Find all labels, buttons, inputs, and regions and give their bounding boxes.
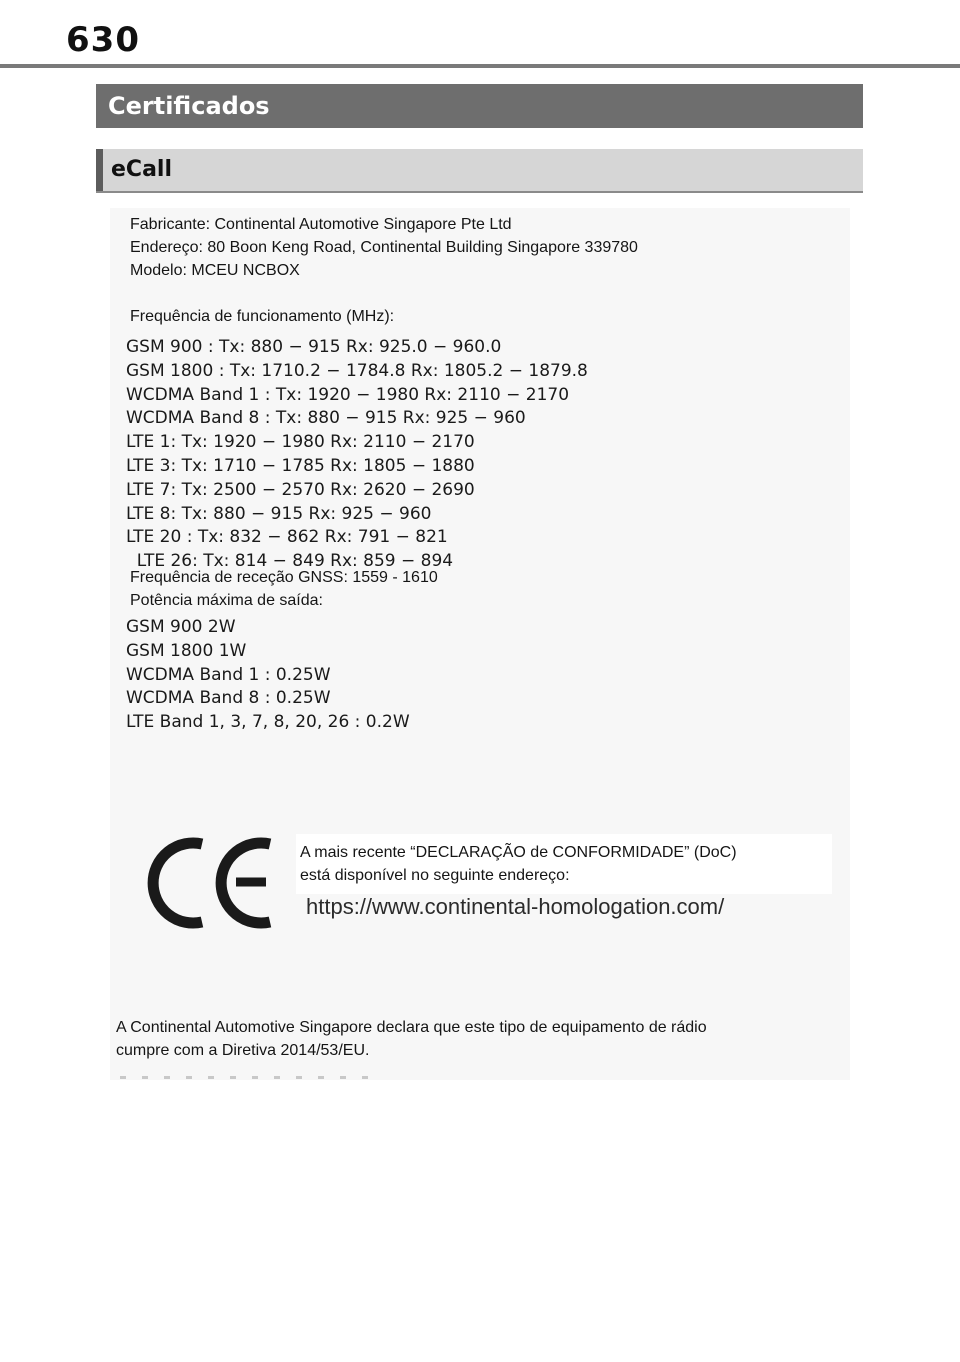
frequency-row: LTE 20 : Tx: 832 − 862 Rx: 791 − 821	[126, 527, 448, 548]
power-row: LTE Band 1, 3, 7, 8, 20, 26 : 0.2W	[126, 712, 410, 733]
power-row: GSM 900 2W	[126, 617, 236, 637]
address-line: Endereço: 80 Boon Keng Road, Continental Building Singapore 339780	[130, 239, 638, 256]
frequency-row: LTE 3: Tx: 1710 − 1785 Rx: 1805 − 1880	[126, 455, 475, 476]
frequency-row: GSM 900 : Tx: 880 − 915 Rx: 925.0 − 960.0	[126, 337, 502, 357]
subsection-title: eCall	[96, 149, 863, 193]
power-row: GSM 1800 1W	[126, 640, 247, 661]
power-row: WCDMA Band 1 : 0.25W	[126, 664, 331, 685]
power-heading: Potência máxima de saída:	[130, 592, 323, 609]
model-line: Modelo: MCEU NCBOX	[130, 262, 300, 279]
frequency-row: LTE 8: Tx: 880 − 915 Rx: 925 − 960	[126, 503, 432, 524]
scan-artifact	[120, 1076, 380, 1079]
declaration-line-2: cumpre com a Diretiva 2014/53/EU.	[116, 1042, 370, 1059]
doc-line-2: está disponível no seguinte endereço:	[300, 867, 570, 884]
frequency-row: WCDMA Band 1 : Tx: 1920 − 1980 Rx: 2110 − 2170	[126, 384, 570, 405]
header-rule	[0, 64, 960, 68]
doc-line-1: A mais recente “DECLARAÇÃO de CONFORMIDADE” (DoC)	[300, 844, 737, 861]
section-title: Certificados	[96, 84, 863, 128]
frequency-heading: Frequência de funcionamento (MHz):	[130, 308, 395, 325]
frequency-row: LTE 1: Tx: 1920 − 1980 Rx: 2110 − 2170	[126, 432, 475, 453]
homologation-url[interactable]: https://www.continental-homologation.com/	[306, 894, 725, 919]
declaration-text	[116, 1016, 707, 1062]
frequency-row: LTE 26: Tx: 814 − 849 Rx: 859 − 894	[126, 551, 454, 572]
ce-mark-icon	[140, 830, 280, 939]
manufacturer-line: Fabricante: Continental Automotive Singapore Pte Ltd	[130, 216, 512, 233]
frequency-row: WCDMA Band 8 : Tx: 880 − 915 Rx: 925 − 960	[126, 408, 526, 429]
frequency-list	[126, 336, 588, 574]
frequency-row: GSM 1800 : Tx: 1710.2 − 1784.8 Rx: 1805.2 − 1879.8	[126, 360, 588, 381]
power-row: WCDMA Band 8 : 0.25W	[126, 688, 331, 709]
declaration-line-1: A Continental Automotive Singapore declara que este tipo de equipamento de rádio	[116, 1019, 707, 1036]
power-list	[126, 616, 410, 735]
gnss-line: Frequência de receção GNSS: 1559 - 1610	[130, 569, 438, 586]
subsection-rule	[96, 191, 863, 193]
frequency-row: LTE 7: Tx: 2500 − 2570 Rx: 2620 − 2690	[126, 479, 475, 500]
page-number: 630	[66, 20, 140, 60]
